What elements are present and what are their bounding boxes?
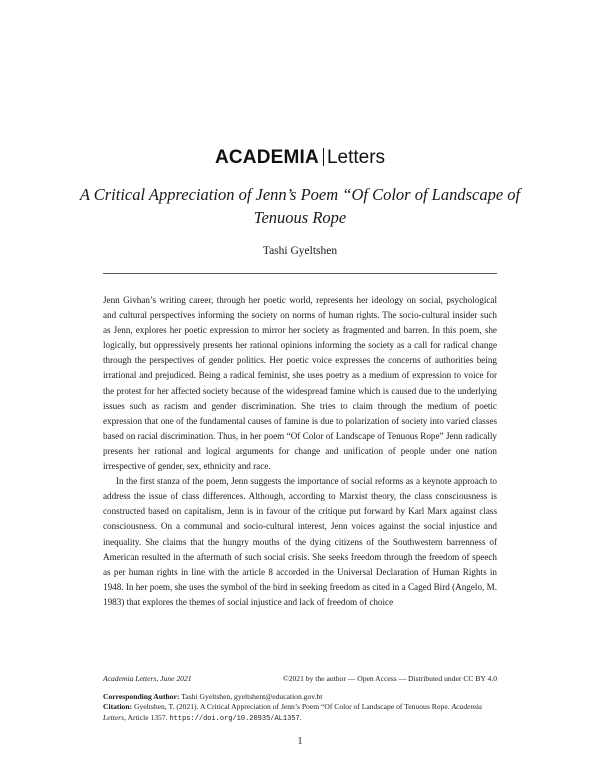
body-paragraph-2: In the first stanza of the poem, Jenn suggests the importance of social reforms as a keynote approach to address the issue of class differences. Although, according to Marxist theory, the class consciousness is constructed based on capitalism, Jenn is in favour of the critique put forward by Karl Marx against class consciousness. On a communal and socio-cultural interest, Jenn voices against the social injustice and inequality. She claims that the hungry mouths of the dying citizens of the Southwestern barrenness of American resulted in the aftermath of such social crisis. She seeks freedom through the freedom of speech as per human rights in line with the article 8 accorded in the Universal Declaration of Human Rights in 1948. In her poem, she uses the symbol of the bird in seeking freedom as cited in a Caged Bird (Angelo, M. 1983) that explores the themes of social injustice and lack of freedom of choice [103, 476, 497, 607]
brand-divider [323, 148, 324, 166]
brand-name: ACADEMIA [214, 147, 319, 168]
body-paragraph-1: Jenn Givhan’s writing career, through her poetic world, represents her ideology on social, psychological and cultural perspectives informing the society on norms of human rights. The socio-cultural insider such as Jenn, explores her poetic expression to mirror her society as fragmented and barren. In this poem, she logically, but oppressively presents her rational opinions informing the society as a call for radical change through the perspectives of gender politics. Her poetic voice expresses the concerns of authorities being irrational and prejudiced. Being a radical feminist, she uses poetry as a medium of expression to voice for the protest for her affected society because of the widespread famine which is caused due to the underlying issues such as racism and gender discrimination. She tries to claim through the medium of poetic expression that one of the fundamental causes of famine is due to polarization of society into varied classes based on racial discrimination. Thus, in her poem “Of Color of Landscape of Tenuous Rope” Jenn radically presents her rational and logical arguments for change and unification of people under one nation irrespective of gender, sex, ethnicity and race. [103, 295, 497, 472]
citation-journal: Academia Letters [103, 702, 482, 722]
article-title: A Critical Appreciation of Jenn’s Poem “Of Color of Landscape of Tenuous Rope [79, 185, 521, 227]
article-body [103, 293, 497, 610]
citation-article: , Article 1357. [124, 712, 168, 722]
article-author: Tashi Gyeltshen [262, 245, 338, 257]
citation-doi-link[interactable]: https://doi.org/10.20935/AL1357 [169, 714, 300, 723]
corresponding-author-label: Corresponding Author: [103, 691, 180, 701]
journal-brand [0, 147, 600, 169]
corresponding-author [103, 692, 497, 703]
corresponding-author-value: Tashi Gyeltshen, gyeltshent@education.gov.bt [181, 691, 323, 701]
license-text: ©2021 by the author — Open Access — Distributed under CC BY 4.0 [282, 674, 497, 683]
citation-text: Gyeltshen, T. (2021). A Critical Appreciation of Jenn’s Poem “Of Color of Landscape of Tenuous Rope. [134, 702, 450, 711]
page-number: 1 [297, 736, 303, 747]
journal-date: Academia Letters, June 2021 [103, 674, 192, 683]
citation-label: Citation: [103, 702, 133, 711]
citation-end: . [299, 712, 302, 722]
title-divider [103, 273, 497, 274]
footer-meta-line [103, 674, 497, 685]
citation [103, 702, 497, 724]
page-footer [103, 674, 497, 724]
brand-section: Letters [326, 147, 386, 168]
